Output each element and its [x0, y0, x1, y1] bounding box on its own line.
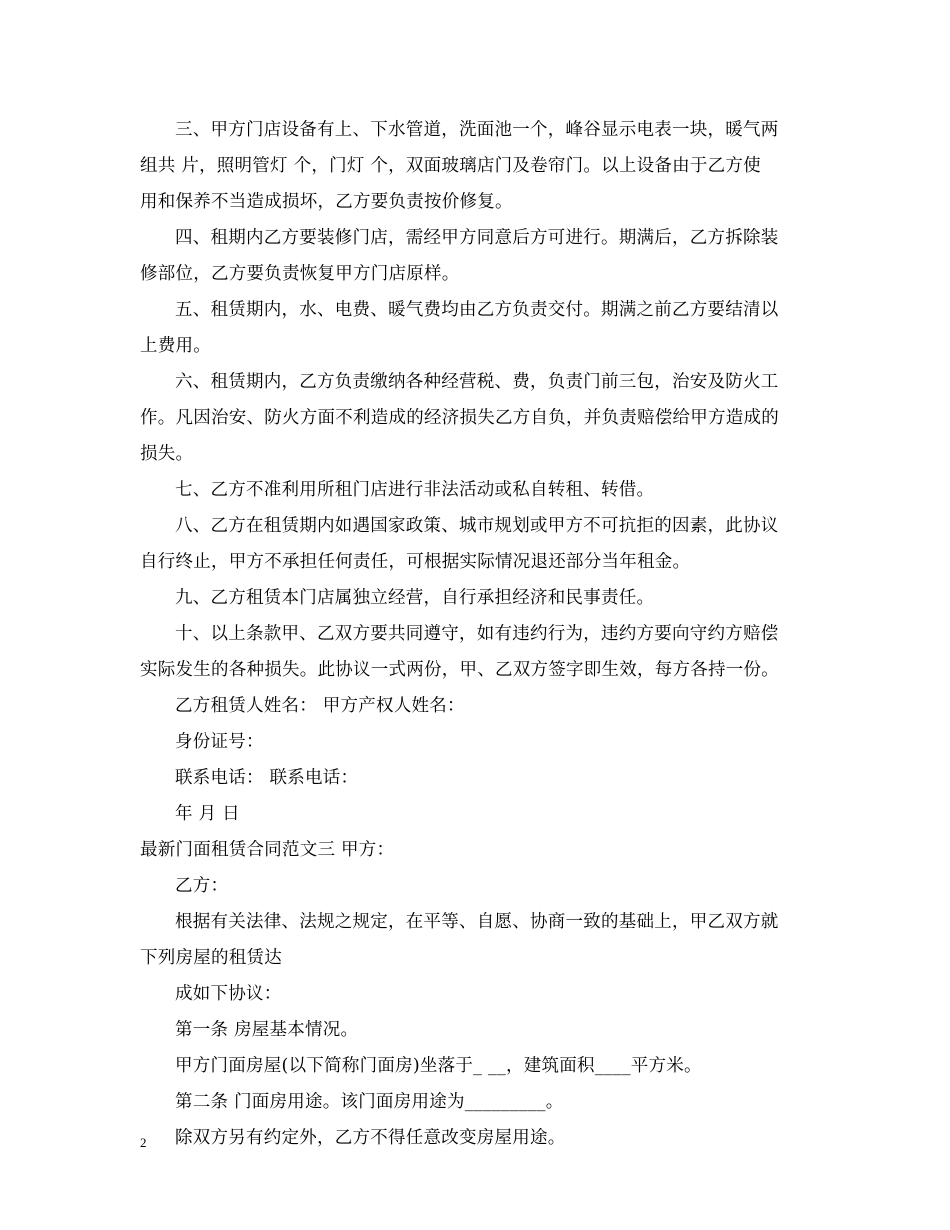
article-heading: 第二条 门面房用途。该门面房用途为_________。 — [175, 1092, 564, 1112]
document-body — [140, 112, 812, 1156]
paragraph-line: 修部位，乙方要负责恢复甲方门店原样。 — [140, 264, 460, 284]
paragraph-line: 四、租期内乙方要装修门店，需经甲方同意后方可进行。期满后，乙方拆除装 — [175, 228, 779, 248]
paragraph-line: 成如下协议： — [175, 984, 282, 1004]
paragraph-line: 损失。 — [140, 444, 194, 464]
paragraph-line: 五、租赁期内，水、电费、暖气费均由乙方负责交付。期满之前乙方要结清以 — [175, 300, 779, 320]
paragraph-line: 八、乙方在租赁期内如遇国家政策、城市规划或甲方不可抗拒的因素，此协议 — [175, 516, 779, 536]
date-line: 年 月 日 — [175, 804, 240, 824]
id-number-line: 身份证号： — [175, 732, 264, 752]
paragraph-line: 九、乙方租赁本门店属独立经营，自行承担经济和民事责任。 — [175, 588, 655, 608]
paragraph-line: 甲方门面房屋(以下简称门面房)坐落于_ __，建筑面积____平方米。 — [175, 1056, 702, 1076]
paragraph-line: 上费用。 — [140, 336, 211, 356]
paragraph-line: 下列房屋的租赁达 — [140, 948, 282, 968]
paragraph-line: 实际发生的各种损失。此协议一式两份，甲、乙双方签字即生效，每方各持一份。 — [140, 660, 779, 680]
paragraph-line: 组共 片，照明管灯 个，门灯 个，双面玻璃店门及卷帘门。以上设备由于乙方使 — [140, 156, 761, 176]
paragraph-line: 自行终止，甲方不承担任何责任，可根据实际情况退还部分当年租金。 — [140, 552, 691, 572]
paragraph-line: 用和保养不当造成损坏，乙方要负责按价修复。 — [140, 192, 513, 212]
paragraph-line: 除双方另有约定外，乙方不得任意改变房屋用途。 — [175, 1128, 566, 1148]
paragraph-line: 十、以上条款甲、乙双方要共同遵守，如有违约行为，违约方要向守约方赔偿 — [175, 624, 779, 644]
section-heading: 最新门面租赁合同范文三 甲方： — [140, 840, 395, 860]
signature-line: 乙方租赁人姓名： 甲方产权人姓名： — [175, 696, 465, 716]
party-b-line: 乙方： — [175, 876, 229, 896]
paragraph-line: 七、乙方不准利用所租门店进行非法活动或私自转租、转借。 — [175, 480, 655, 500]
page-number: 2 — [140, 1135, 147, 1150]
phone-line: 联系电话： 联系电话： — [175, 768, 359, 788]
paragraph-line: 作。凡因治安、防火方面不利造成的经济损失乙方自负，并负责赔偿给甲方造成的 — [140, 408, 779, 428]
article-heading: 第一条 房屋基本情况。 — [175, 1020, 359, 1040]
paragraph-line: 根据有关法律、法规之规定，在平等、自愿、协商一致的基础上，甲乙双方就 — [175, 912, 779, 932]
paragraph-line: 三、甲方门店设备有上、下水管道，洗面池一个，峰谷显示电表一块，暖气两 — [175, 120, 779, 140]
paragraph-line: 六、租赁期内，乙方负责缴纳各种经营税、费，负责门前三包，治安及防火工 — [175, 372, 779, 392]
